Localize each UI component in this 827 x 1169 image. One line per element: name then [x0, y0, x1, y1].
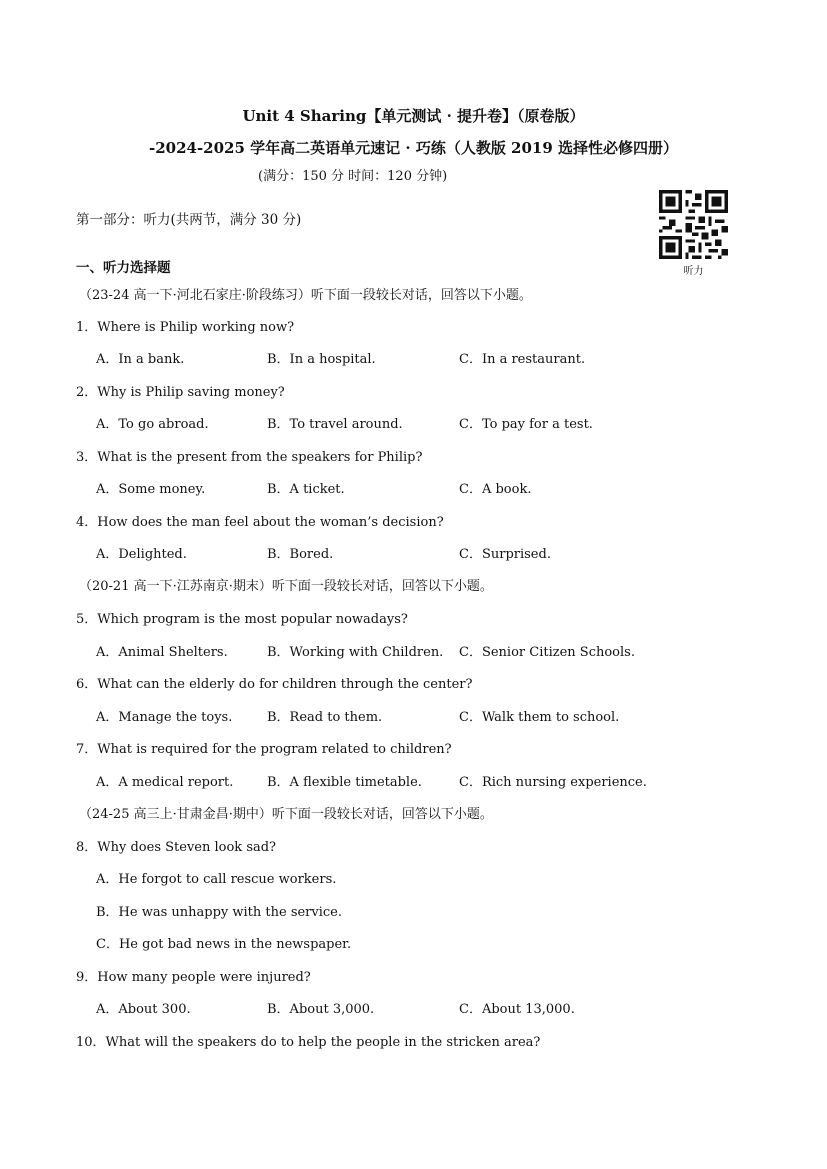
question-4-option-c: C．Surprised. [459, 547, 551, 562]
question-9-option-b: B．About 3,000. [267, 1002, 375, 1017]
question-8-option-c: C．He got bad news in the newspaper. [96, 937, 352, 952]
question-2-option-b: B．To travel around. [267, 417, 403, 432]
question-2-option-a: A．To go abroad. [96, 417, 209, 432]
question-2-option-c: C．To pay for a test. [459, 417, 593, 432]
question-7-option-b: B．A flexible timetable. [267, 775, 422, 790]
question-4-option-a: A．Delighted. [96, 547, 187, 562]
part-heading: 第一部分：听力(共两节，满分 30 分) [76, 212, 302, 228]
question-5-option-a: A．Animal Shelters. [96, 645, 228, 660]
question-1-option-c: C．In a restaurant. [459, 352, 586, 367]
question-3: 3．What is the present from the speakers for Philip? [76, 450, 423, 465]
question-8: 8．Why does Steven look sad? [76, 840, 277, 855]
question-1-option-a: A．In a bank. [96, 352, 185, 367]
qr-code-label: 听力 [683, 266, 704, 277]
question-9-option-a: A．About 300. [96, 1002, 191, 1017]
question-8-option-b: B．He was unhappy with the service. [96, 905, 343, 920]
question-1-option-b: B．In a hospital. [267, 352, 376, 367]
question-9: 9．How many people were injured? [76, 970, 311, 985]
intro-text: （23-24 高一下·河北石家庄·阶段练习）听下面一段较长对话，回答以下小题。 [79, 288, 532, 303]
question-10: 10．What will the speakers do to help the people in the stricken area? [76, 1035, 541, 1050]
question-5-option-c: C．Senior Citizen Schools. [459, 645, 635, 660]
question-1: 1．Where is Philip working now? [76, 320, 295, 335]
document-title-line1: Unit 4 Sharing【单元测试 · 提升卷】（原卷版） [242, 107, 585, 125]
question-3-option-a: A．Some money. [96, 482, 206, 497]
question-5-option-b: B．Working with Children. [267, 645, 444, 660]
question-6-option-b: B．Read to them. [267, 710, 383, 725]
question-6-option-c: C．Walk them to school. [459, 710, 620, 725]
question-7-option-a: A．A medical report. [96, 775, 234, 790]
question-6-option-a: A．Manage the toys. [96, 710, 233, 725]
question-4-option-b: B．Bored. [267, 547, 334, 562]
question-3-option-c: C．A book. [459, 482, 532, 497]
section-heading: 一、听力选择题 [76, 260, 171, 276]
exam-meta: (满分：150 分 时间：120 分钟) [258, 169, 448, 184]
question-5: 5．Which program is the most popular nowadays? [76, 612, 408, 627]
question-4: 4．How does the man feel about the woman’s decision? [76, 515, 444, 530]
question-9-option-c: C．About 13,000. [459, 1002, 575, 1017]
qr-code-icon [659, 190, 728, 259]
question-7-option-c: C．Rich nursing experience. [459, 775, 647, 790]
question-6: 6．What can the elderly do for children through the center? [76, 677, 473, 692]
intro-text: （20-21 高一下·江苏南京·期末）听下面一段较长对话，回答以下小题。 [79, 579, 493, 594]
question-8-option-a: A．He forgot to call rescue workers. [96, 872, 337, 887]
question-7: 7．What is required for the program related to children? [76, 742, 452, 757]
document-title-line2: -2024-2025 学年高二英语单元速记 · 巧练（人教版 2019 选择性必修四册） [148, 139, 679, 157]
question-3-option-b: B．A ticket. [267, 482, 345, 497]
question-2: 2．Why is Philip saving money? [76, 385, 285, 400]
intro-text: （24-25 高三上·甘肃金昌·期中）听下面一段较长对话，回答以下小题。 [79, 807, 493, 822]
